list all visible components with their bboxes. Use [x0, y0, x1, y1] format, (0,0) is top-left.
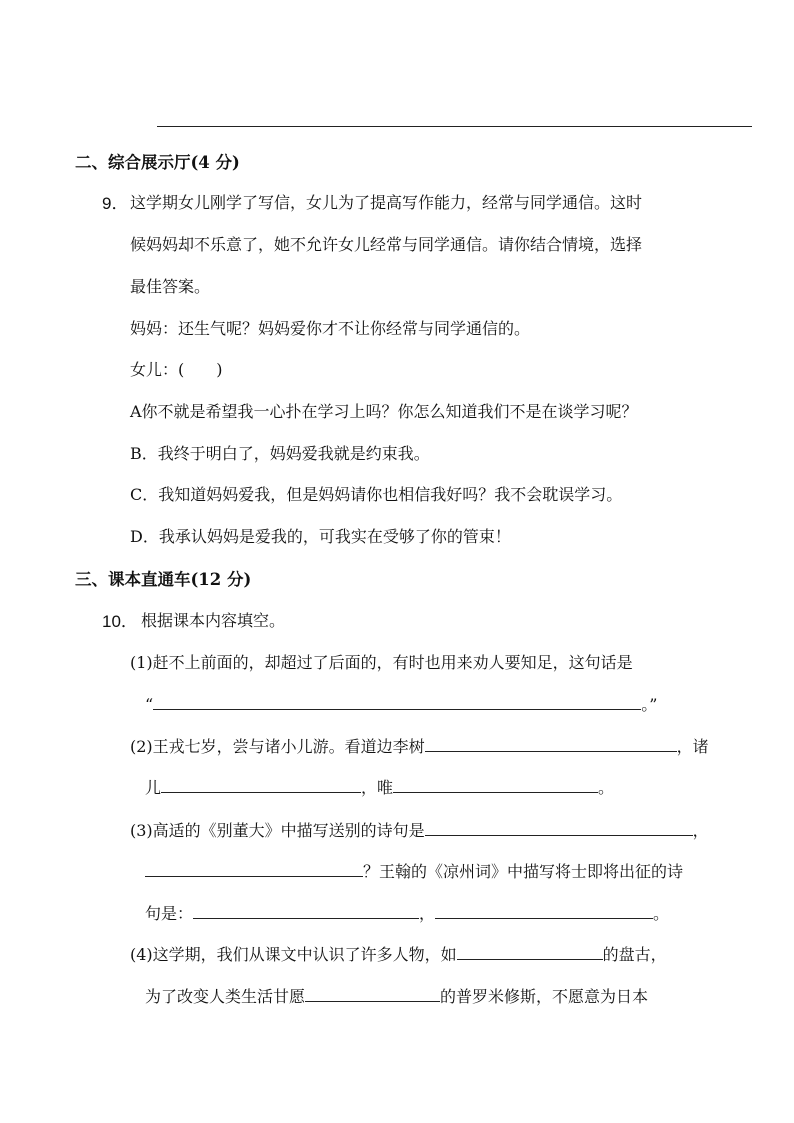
part-2-end: 。 — [598, 778, 615, 797]
question-9-number: 9． — [102, 194, 129, 213]
part-3-blank-3[interactable] — [193, 900, 419, 919]
part-3-blank-1[interactable] — [425, 817, 693, 836]
part-3-blank-4[interactable] — [435, 900, 653, 919]
question-9-line-3: 最佳答案。 — [130, 277, 211, 296]
part-3-comma: ， — [692, 821, 709, 840]
part-3-text: (3)高适的《别董大》中描写送别的诗句是 — [130, 821, 425, 840]
option-b: B．我终于明白了，妈妈爱我就是约束我。 — [130, 444, 430, 463]
part-2-blank-2[interactable] — [161, 774, 361, 793]
part-1-text: (1)赶不上前面的，却超过了后面的，有时也用来劝人要知足，这句话是 — [130, 653, 633, 672]
part-4-line-1 — [130, 941, 667, 965]
option-c: C．我知道妈妈爱我，但是妈妈请你也相信我好吗？我不会耽误学习。 — [130, 485, 623, 504]
part-2-text: (2)王戎七岁，尝与诸小儿游。看道边李树 — [130, 737, 425, 756]
question-9-mom-line: 妈妈：还生气呢？妈妈爱你才不让你经常与同学通信的。 — [130, 319, 531, 338]
part-3-line-1 — [130, 817, 709, 841]
open-quote: “ — [145, 695, 154, 714]
part-3-line-3 — [145, 900, 669, 924]
part-2-blank-3[interactable] — [393, 774, 598, 793]
part-2-line-2-start: 儿 — [145, 778, 162, 797]
part-1-answer-line — [145, 691, 657, 715]
question-10-prompt: 根据课本内容填空。 — [141, 611, 286, 630]
part-3-line-2 — [145, 858, 683, 882]
close-quote: 。” — [641, 695, 658, 714]
option-d: D．我承认妈妈是爱我的，可我实在受够了你的管束！ — [130, 527, 511, 546]
part-2-line-2-mid: ，唯 — [361, 778, 394, 797]
part-3-end: 。 — [653, 904, 670, 923]
part-4-blank-1[interactable] — [457, 941, 603, 960]
section-3-title: 三、课本直通车(12 分) — [75, 570, 252, 589]
part-3-comma-2: ， — [419, 904, 436, 923]
question-9-line-2: 候妈妈却不乐意了，她不允许女儿经常与同学通信。请你结合情境，选择 — [130, 235, 643, 254]
part-2-line-1 — [130, 733, 709, 757]
question-9-line-1: 这学期女儿刚学了写信，女儿为了提高写作能力，经常与同学通信。这时 — [130, 193, 643, 212]
part-4-text: (4)这学期，我们从课文中认识了许多人物，如 — [130, 945, 457, 964]
header-rule — [157, 126, 752, 127]
part-4-line-2 — [145, 983, 648, 1007]
part-3-line-3-start: 句是： — [145, 904, 194, 923]
part-2-blank-1[interactable] — [425, 733, 677, 752]
part-4-after-2: 的普罗米修斯，不愿意为日本 — [440, 987, 649, 1006]
section-2-title: 二、综合展示厅(4 分) — [75, 153, 240, 172]
part-1-blank[interactable] — [153, 691, 641, 710]
part-2-comma: ，诸 — [676, 737, 709, 756]
part-3-mid: ？王翰的《凉州词》中描写将士即将出征的诗 — [363, 862, 684, 881]
part-3-blank-2[interactable] — [145, 858, 363, 877]
option-a: A你不就是希望我一心扑在学习上吗？你怎么知道我们不是在谈学习呢？ — [130, 402, 638, 421]
part-4-blank-2[interactable] — [305, 983, 440, 1002]
part-2-line-2 — [145, 774, 614, 798]
question-9-daughter-line: 女儿：( ) — [130, 360, 223, 379]
question-10-number: 10． — [102, 612, 138, 631]
part-4-after-1: 的盘古， — [602, 945, 667, 964]
part-4-line-2-start: 为了改变人类生活甘愿 — [145, 987, 306, 1006]
